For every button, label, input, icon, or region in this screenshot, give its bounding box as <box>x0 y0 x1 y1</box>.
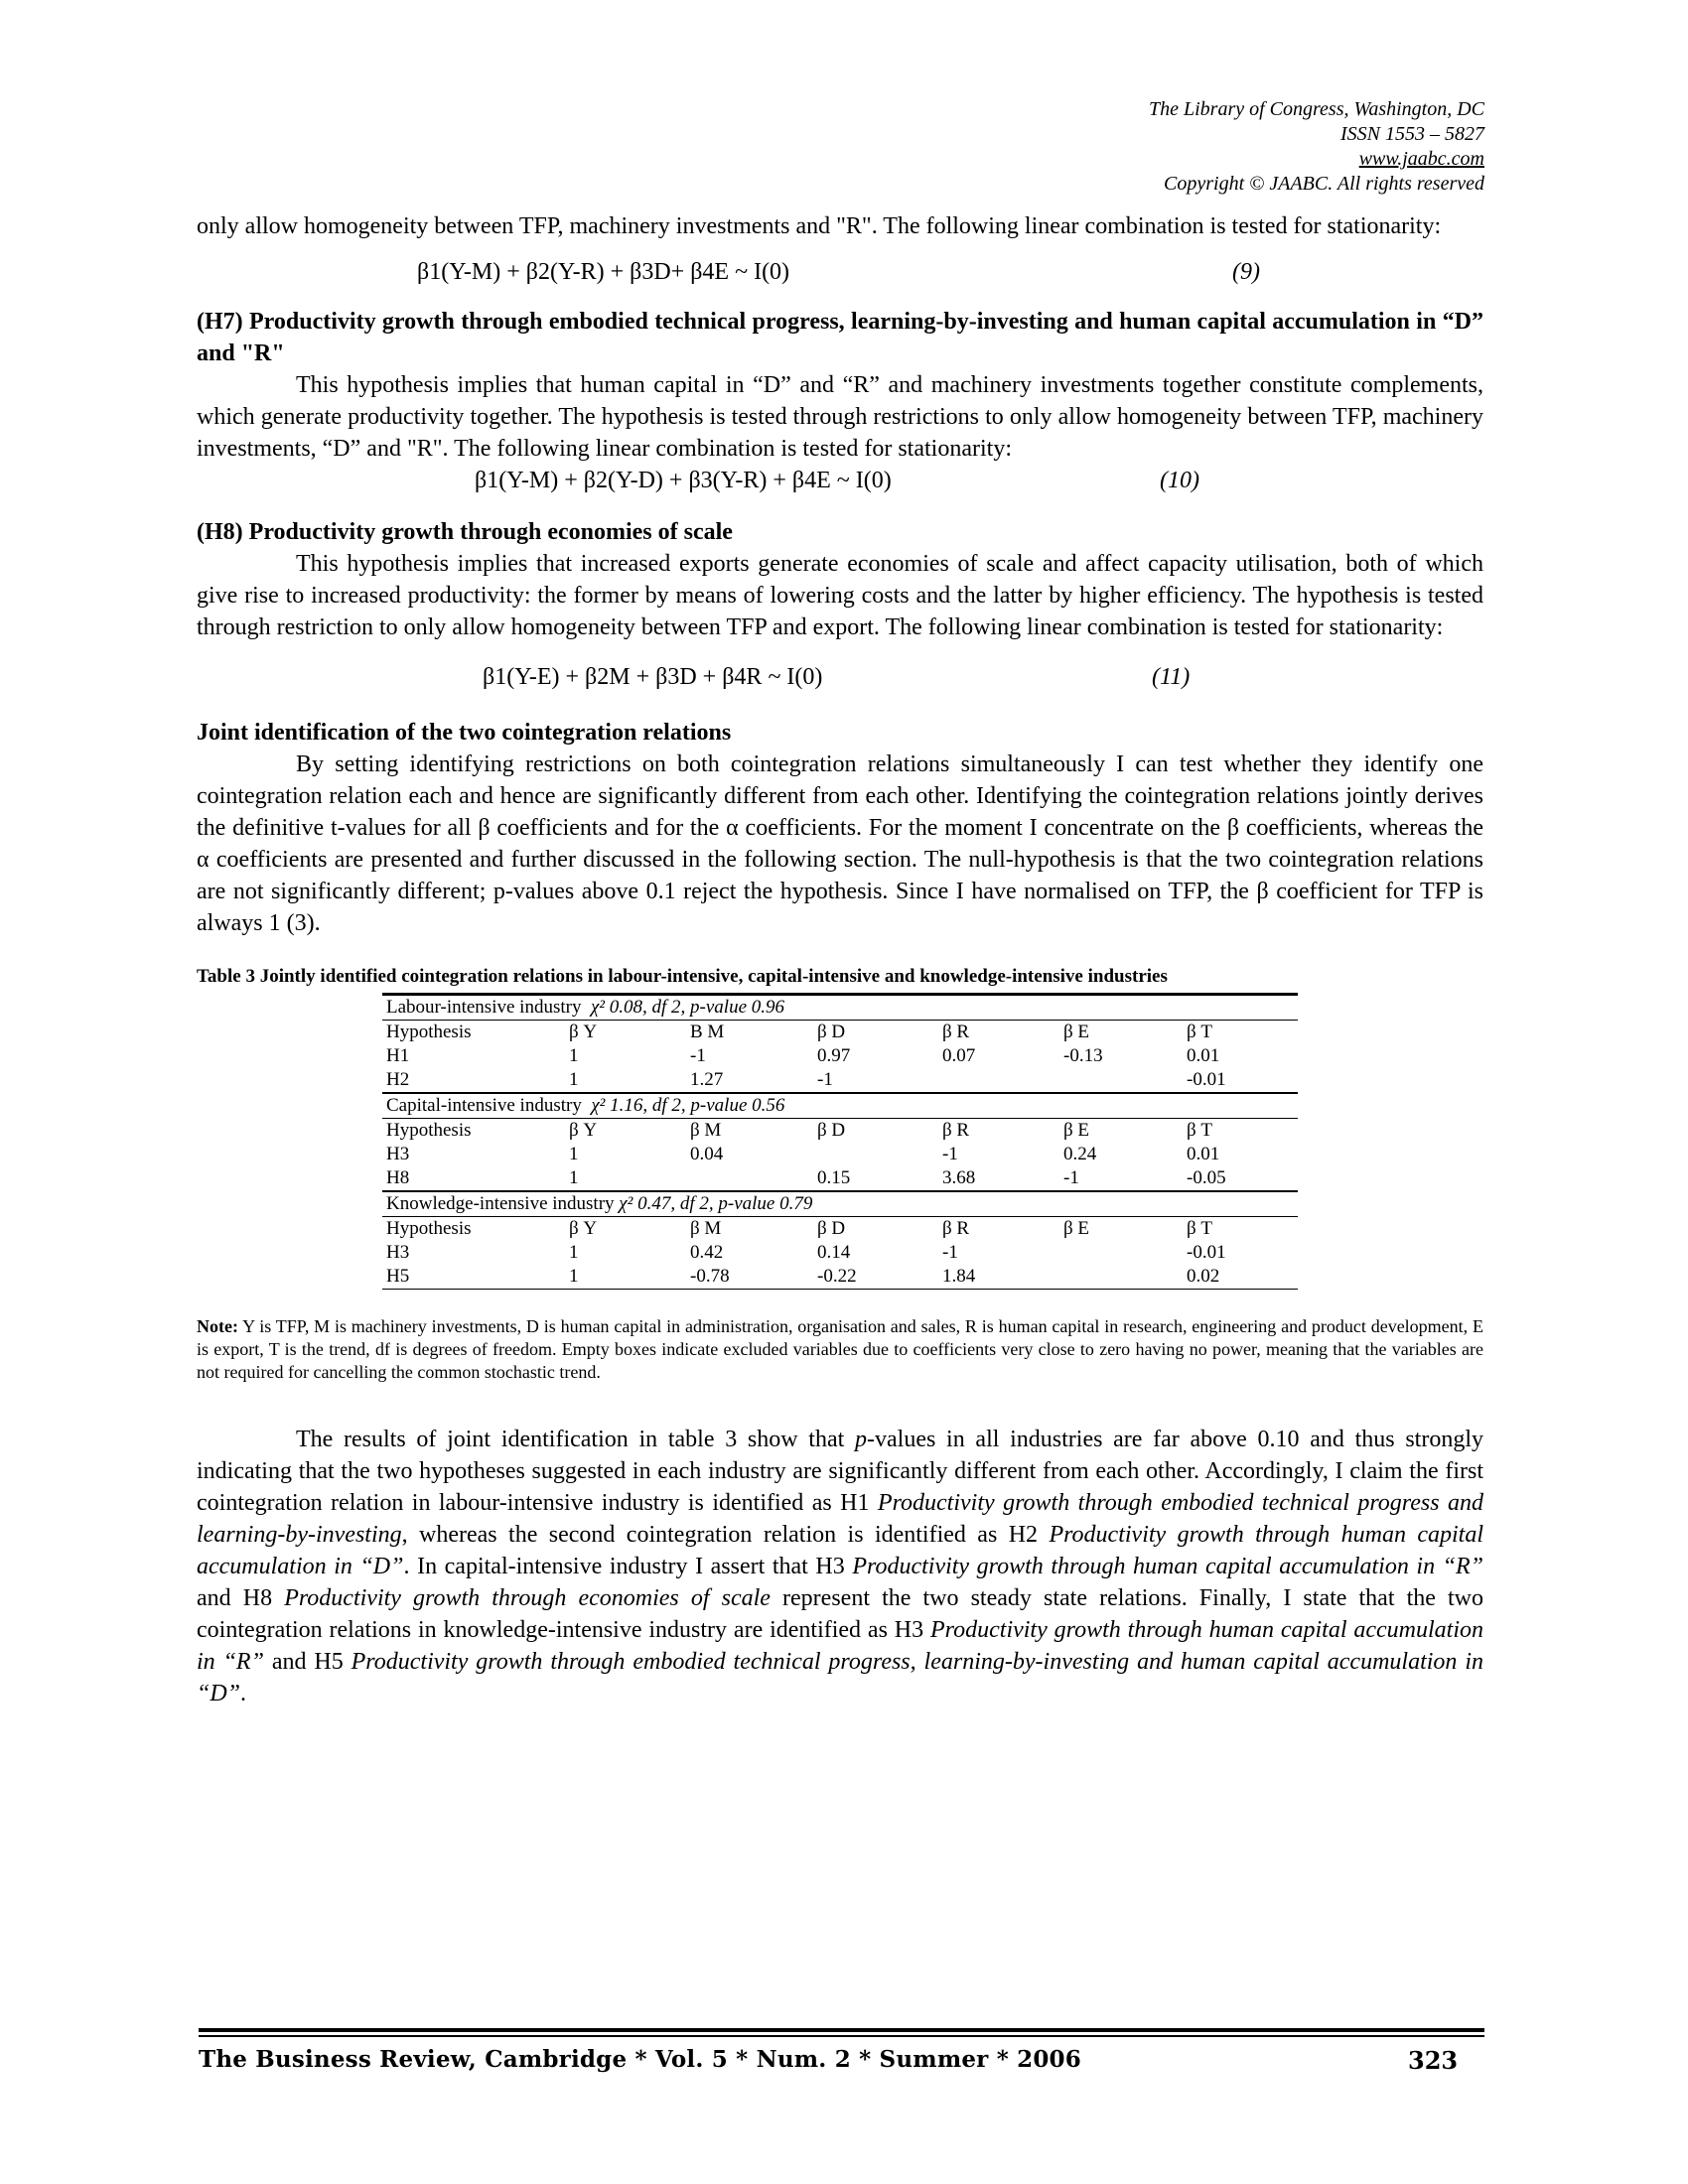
main-content <box>197 210 1483 1709</box>
header-copyright: Copyright © JAABC. All rights reserved <box>1164 173 1484 195</box>
table-cell: 0.42 <box>690 1242 724 1263</box>
table-caption: Table 3 Jointly identified cointegration relations in labour-intensive, capital-intensive and knowledge-intensive industries <box>197 966 1168 987</box>
table-cell: -0.05 <box>1187 1167 1226 1188</box>
equation-number: (9) <box>1232 259 1260 285</box>
table-cell: -0.78 <box>686 1265 813 1290</box>
section-heading-h8: (H8) Productivity growth through economies of scale <box>197 519 733 545</box>
table-cell: H3 <box>386 1242 410 1263</box>
table-cell: 0.15 <box>817 1167 851 1188</box>
header-url-link[interactable]: www.jaabc.com <box>1358 148 1484 170</box>
table-cell <box>1059 1068 1183 1093</box>
column-header: β M <box>686 1217 813 1242</box>
column-header: β Y <box>565 1119 686 1144</box>
paragraph-results: The results of joint identification in table 3 show that p-values in all industries are far above 0.10 and thus strongly indicating that the two hypotheses suggested in each industry are significantly different from each other. Accordingly, I claim the first cointegration relation in labour-intensive industry is identified as H1 Productivity growth through embodied technical progress and learning-by-investing, whereas the second cointegration relation is identified as H2 Productivity growth through human capital accumulation in “D”. In capital-intensive industry I assert that H3 Productivity growth through human capital accumulation in “R” and H8 Productivity growth through economies of scale represent the two steady state relations. Finally, I state that the two cointegration relations in knowledge-intensive industry are identified as H3 Productivity growth through human capital accumulation in “R” and H5 Productivity growth through embodied technical progress, learning-by-investing and human capital accumulation in “D”. <box>197 1427 1484 1706</box>
table-cell: 0.24 <box>1063 1144 1097 1164</box>
equation-11 <box>197 643 1483 713</box>
footer-divider <box>199 2028 1484 2032</box>
table-cell <box>686 1166 813 1191</box>
equation-formula: β1(Y-M) + β2(Y-D) + β3(Y-R) + β4E ~ I(0) <box>475 468 892 493</box>
table-row <box>382 1166 1298 1191</box>
section-stats: χ² 0.08, df 2, p-value 0.96 <box>590 997 785 1018</box>
table-cell: H1 <box>386 1045 410 1066</box>
column-header: β D <box>813 1217 938 1242</box>
header-issn: ISSN 1553 – 5827 <box>1340 123 1484 145</box>
column-header: β M <box>686 1119 813 1144</box>
column-header: β E <box>1059 1217 1183 1242</box>
table-cell: -0.13 <box>1063 1045 1103 1066</box>
intro-paragraph: only allow homogeneity between TFP, machinery investments and "R". The following linear combination is tested for stationarity: <box>197 213 1442 239</box>
table-cell: -1 <box>817 1069 833 1090</box>
table-cell: H5 <box>382 1265 565 1290</box>
table-cell: 1 <box>565 1265 686 1290</box>
column-header: β R <box>938 1119 1059 1144</box>
table-row <box>382 1143 1298 1166</box>
column-header: β Y <box>565 1021 686 1045</box>
table-cell: 1 <box>569 1045 579 1066</box>
column-header: β T <box>1183 1021 1298 1045</box>
column-header: Hypothesis <box>382 1119 565 1144</box>
table-header-row <box>382 1119 1298 1144</box>
column-header: β E <box>1059 1021 1183 1045</box>
section-title: Labour-intensive industry <box>386 997 582 1018</box>
table-header-row <box>382 1021 1298 1045</box>
table-cell: -1 <box>942 1144 958 1164</box>
equation-formula: β1(Y-E) + β2M + β3D + β4R ~ I(0) <box>483 664 823 690</box>
note-label: Note: <box>197 1316 238 1336</box>
footer-journal: The Business Review, Cambridge * Vol. 5 * Num. 2 * Summer * 2006 <box>199 2046 1081 2073</box>
table-cell <box>1059 1241 1183 1265</box>
table-row <box>382 1068 1298 1093</box>
section-heading-joint: Joint identification of the two cointegration relations <box>197 720 732 746</box>
table-row <box>382 1265 1298 1290</box>
column-header: β R <box>938 1021 1059 1045</box>
table-section-title-row <box>382 1191 1298 1217</box>
column-header: B M <box>686 1021 813 1045</box>
section-heading-h7: (H7) Productivity growth through embodied technical progress, learning-by-investing and human capital accumulation in “D” and "R" <box>197 309 1483 366</box>
column-header: Hypothesis <box>382 1217 565 1242</box>
section-title: Knowledge-intensive industry <box>386 1193 615 1214</box>
column-header: β D <box>813 1021 938 1045</box>
table-cell: 1.84 <box>938 1265 1059 1290</box>
table-cell: -0.01 <box>1187 1069 1226 1090</box>
column-header: β E <box>1059 1119 1183 1144</box>
table-cell: -1 <box>1063 1167 1079 1188</box>
table-cell: 1 <box>569 1167 579 1188</box>
equation-number: (10) <box>1160 468 1199 493</box>
table-cell: -1 <box>942 1242 958 1263</box>
table-section-title-row <box>382 1093 1298 1119</box>
table-cell: 0.01 <box>1187 1144 1220 1164</box>
table-cell <box>1059 1265 1183 1290</box>
table-note <box>197 1315 1483 1384</box>
table-cell: 1 <box>569 1144 579 1164</box>
column-header: β T <box>1183 1217 1298 1242</box>
table-cell: 0.14 <box>817 1242 851 1263</box>
footer-divider <box>199 2035 1484 2037</box>
page-header <box>1149 97 1484 197</box>
equation-9 <box>197 242 1483 302</box>
column-header: Hypothesis <box>382 1021 565 1045</box>
table-cell: H2 <box>386 1069 410 1090</box>
table-cell: 0.97 <box>817 1045 851 1066</box>
table-cell: 3.68 <box>942 1167 976 1188</box>
equation-10 <box>197 465 1483 500</box>
table-cell: 1 <box>569 1242 579 1263</box>
table-section-title-row <box>382 995 1298 1021</box>
table-cell: 0.07 <box>942 1045 976 1066</box>
table-header-row <box>382 1217 1298 1242</box>
table-cell: H3 <box>386 1144 410 1164</box>
column-header: β Y <box>565 1217 686 1242</box>
table-cell <box>938 1068 1059 1093</box>
page-number: 323 <box>1408 2046 1459 2075</box>
paragraph-h8: This hypothesis implies that increased exports generate economies of scale and affect capacity utilisation, both of which give rise to increased productivity: the former by means of lowering costs and the latter by higher efficiency. The hypothesis is tested through restriction to only allow homogeneity between TFP and export. The following linear combination is tested for stationarity: <box>197 551 1483 640</box>
table-cell: -0.01 <box>1187 1242 1226 1263</box>
table-cell: 0.01 <box>1187 1045 1220 1066</box>
note-text: Y is TFP, M is machinery investments, D is human capital in administration, organisation and sales, R is human capital in research, engineering and product development, E is export, T is the trend, df is degrees of freedom. Empty boxes indicate excluded variables due to coefficients very close to zero having no power, meaning that the variables are not required for cancelling the common stochastic trend. <box>197 1316 1483 1382</box>
paragraph-joint: By setting identifying restrictions on both cointegration relations simultaneously I can test whether they identify one cointegration relation each and hence are significantly different from each other. Identifying the cointegration relations jointly derives the definitive t-values for all β coefficients and for the α coefficients. For the moment I concentrate on the β coefficients, whereas the α coefficients are presented and further discussed in the following section. The null-hypothesis is that the two cointegration relations are not significantly different; p-values above 0.1 reject the hypothesis. Since I have normalised on TFP, the β coefficient for TFP is always 1 (3). <box>197 751 1483 936</box>
section-stats: χ² 1.16, df 2, p-value 0.56 <box>591 1095 785 1116</box>
equation-formula: β1(Y-M) + β2(Y-R) + β3D+ β4E ~ I(0) <box>417 259 790 285</box>
table-cell: 0.02 <box>1183 1265 1298 1290</box>
table-row <box>382 1044 1298 1068</box>
table-cell: 1 <box>569 1069 579 1090</box>
table-3 <box>382 993 1298 1290</box>
column-header: β D <box>813 1119 938 1144</box>
column-header: β R <box>938 1217 1059 1242</box>
table-cell: 1.27 <box>690 1069 724 1090</box>
table-cell: H8 <box>386 1167 410 1188</box>
column-header: β T <box>1183 1119 1298 1144</box>
equation-number: (11) <box>1152 664 1191 690</box>
section-stats: χ² 0.47, df 2, p-value 0.79 <box>619 1193 813 1214</box>
header-library: The Library of Congress, Washington, DC <box>1148 98 1484 120</box>
section-title: Capital-intensive industry <box>386 1095 582 1116</box>
table-cell: -0.22 <box>813 1265 938 1290</box>
table-cell: 0.04 <box>690 1144 724 1164</box>
paragraph-h7: This hypothesis implies that human capital in “D” and “R” and machinery investments together constitute complements, which generate productivity together. The hypothesis is tested through restrictions to only allow homogeneity between TFP, machinery investments, “D” and "R". The following linear combination is tested for stationarity: <box>197 372 1483 462</box>
table-cell <box>813 1143 938 1166</box>
table-cell: -1 <box>690 1045 706 1066</box>
table-row <box>382 1241 1298 1265</box>
